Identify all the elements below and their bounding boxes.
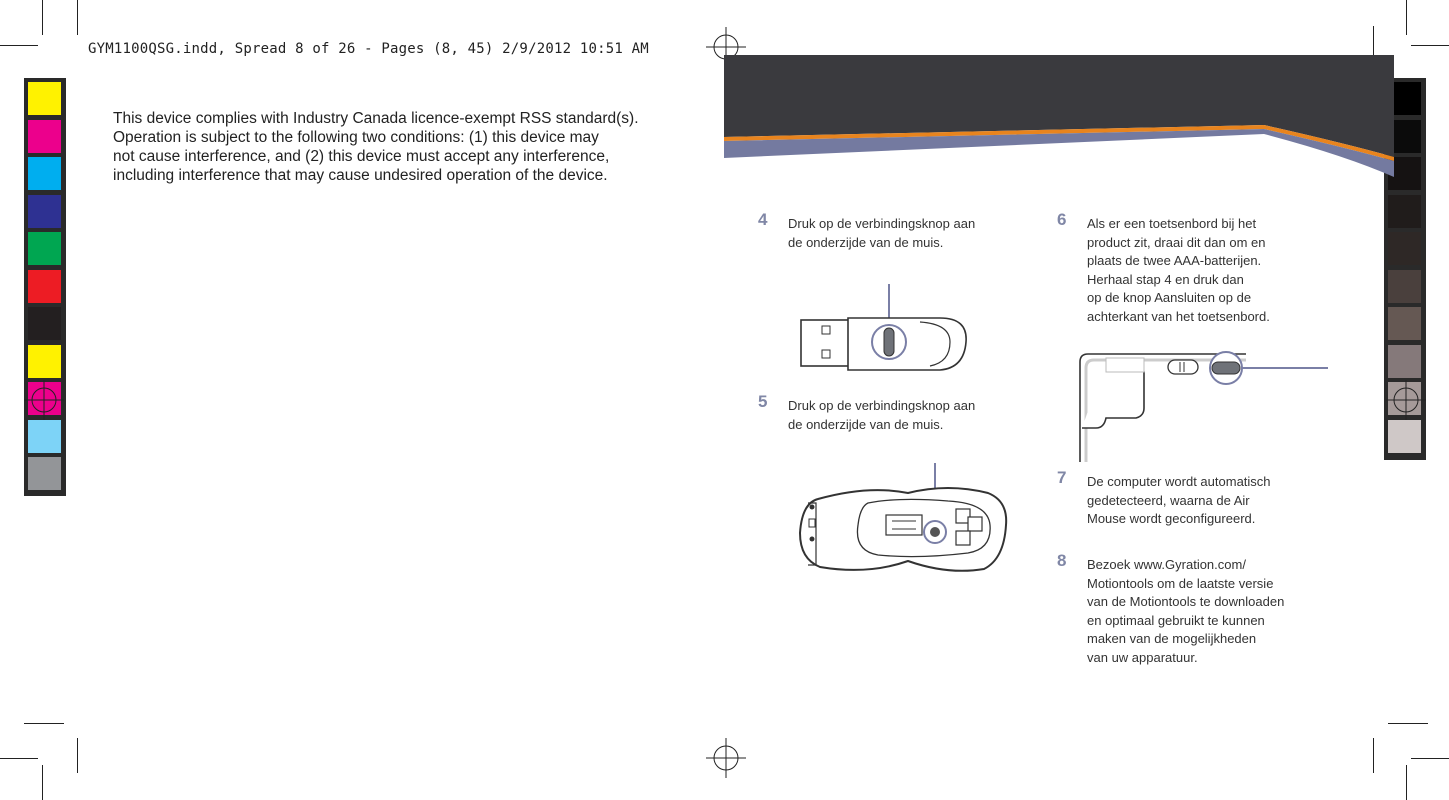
gray-swatch [1388, 232, 1421, 265]
color-swatch [28, 457, 61, 490]
gray-swatch [1388, 195, 1421, 228]
color-swatch [28, 420, 61, 453]
color-swatch [28, 82, 61, 115]
color-swatch [28, 195, 61, 228]
step-number: 4 [758, 210, 768, 229]
slug-line: GYM1100QSG.indd, Spread 8 of 26 - Pages (8, 45) 2/9/2012 10:51 AM [88, 41, 649, 57]
registration-mark-icon [706, 738, 746, 778]
registration-mark-icon [1386, 380, 1426, 420]
step-text: De computer wordt automatisch gedetecteerd, waarna de Air Mouse wordt geconfigureerd. [1087, 474, 1271, 526]
header-banner [724, 55, 1394, 180]
mouse-underside-illustration [798, 463, 1008, 583]
color-swatch [28, 232, 61, 265]
compliance-line: Operation is subject to the following two conditions: (1) this device may [113, 129, 599, 146]
gray-swatch [1388, 345, 1421, 378]
step-text: Druk op de verbindingsknop aan de onderzijde van de muis. [788, 216, 976, 250]
step-number: 6 [1057, 210, 1067, 229]
color-swatch [28, 345, 61, 378]
usb-dongle-illustration [800, 284, 970, 374]
step-number: 5 [758, 392, 768, 411]
step-8 [1057, 551, 1337, 667]
compliance-statement [113, 109, 693, 185]
step-number: 8 [1057, 551, 1067, 570]
compliance-line: including interference that may cause undesired operation of the device. [113, 167, 608, 184]
color-swatch [28, 270, 61, 303]
color-swatch-bar-left [24, 78, 66, 496]
registration-mark-icon [24, 380, 64, 420]
color-swatch [28, 157, 61, 190]
step-7 [1057, 468, 1327, 529]
gray-swatch [1388, 270, 1421, 303]
step-text: Als er een toetsenbord bij het product zit, draai dit dan om en plaats de twee AAA-batterijen. Herhaal stap 4 en druk dan op de knop Aansluiten op de achterkant van het toetsenbord. [1087, 216, 1270, 324]
step-text: Druk op de verbindingsknop aan de onderzijde van de muis. [788, 398, 976, 432]
keyboard-back-illustration [1076, 352, 1328, 462]
step-5 [758, 392, 1018, 434]
color-swatch [28, 307, 61, 340]
step-number: 7 [1057, 468, 1067, 487]
step-4 [758, 210, 1018, 252]
compliance-line: not cause interference, and (2) this device must accept any interference, [113, 148, 610, 165]
compliance-line: This device complies with Industry Canada licence-exempt RSS standard(s). [113, 110, 639, 127]
gray-swatch [1388, 307, 1421, 340]
step-6 [1057, 210, 1327, 326]
color-swatch [28, 120, 61, 153]
step-text: Bezoek www.Gyration.com/ Motiontools om de laatste versie van de Motiontools te downloaden en optimaal gebruikt te kunnen maken van de mogelijkheden van uw apparatuur. [1087, 557, 1285, 665]
gray-swatch [1388, 420, 1421, 453]
